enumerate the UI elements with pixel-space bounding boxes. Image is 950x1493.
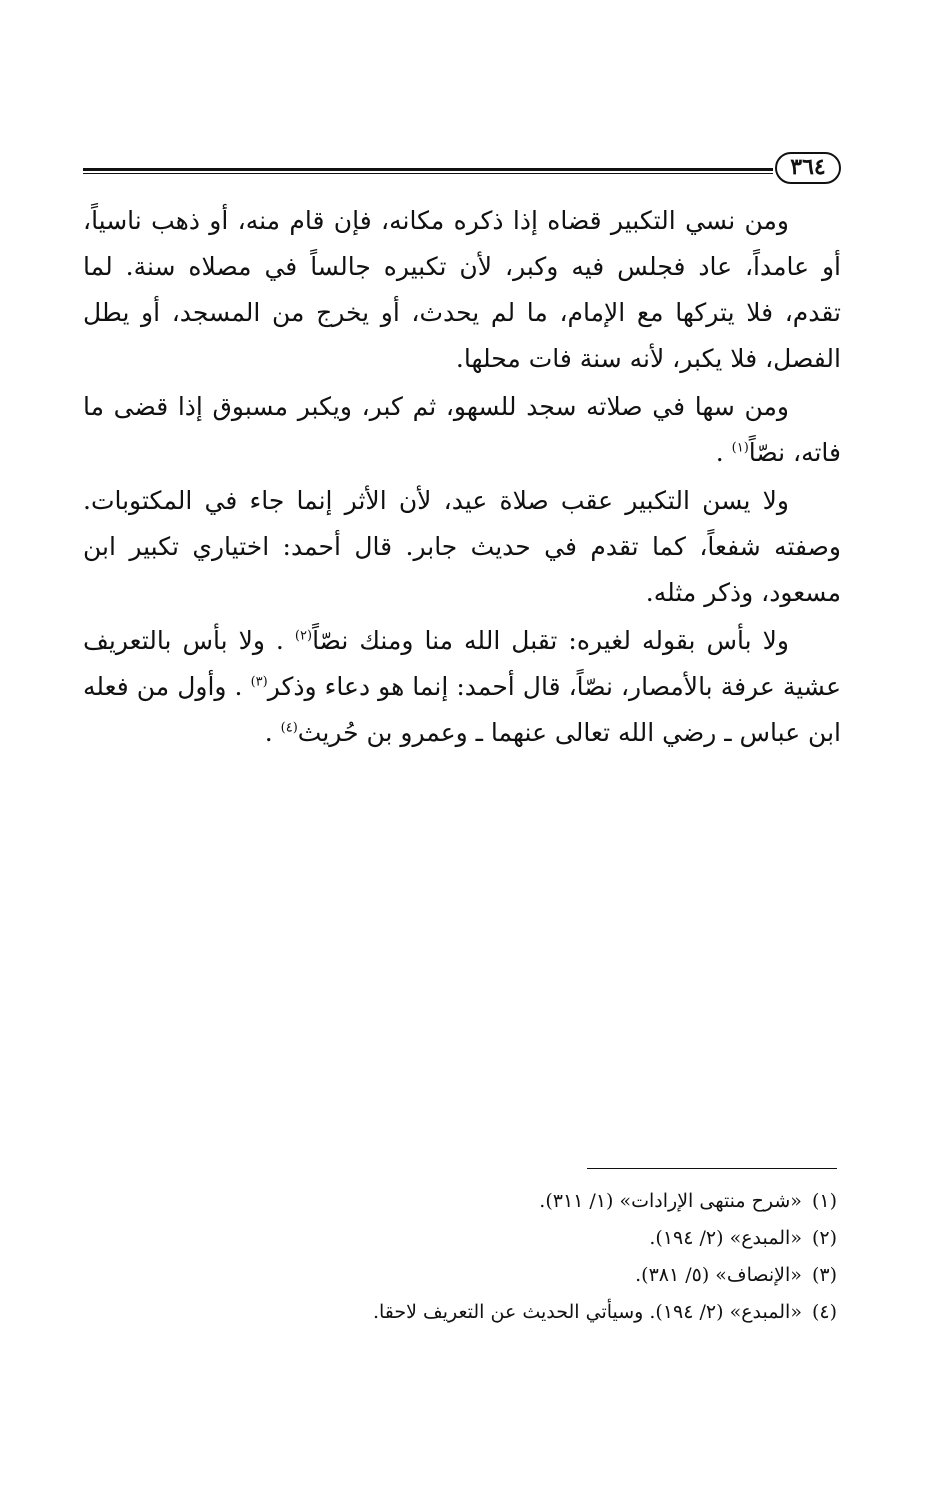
footnote-number: (١) [811, 1190, 837, 1212]
footnote-reference[interactable]: (٢) [294, 628, 313, 644]
footnote-item [117, 1220, 837, 1257]
footnote-item [117, 1183, 837, 1220]
footnote-number: (٢) [811, 1227, 837, 1249]
page-header [83, 148, 841, 188]
footnotes [117, 1183, 837, 1331]
paragraph-tail: . [264, 718, 281, 747]
footnote-text: «الإنصاف» (٥/ ٣٨١). [635, 1264, 802, 1286]
paragraph-text: ومن نسي التكبير قضاه إذا ذكره مكانه، فإن قام منه، أو ذهب ناسياً، أو عامداً، عاد فجلس فيه وكبر، لأن تكبيره جالساً في مصلاه سنة. لما تقدم، فلا يتركها مع الإمام، ما لم يحدث، أو يخرج من المسجد، أو يطل الفصل، فلا يكبر، لأنه سنة فات محلها. [83, 206, 841, 373]
paragraph-text: . ولا بأس بالتعريف عشية عرفة بالأمصار، نصّاً، قال أحمد: إنما هو دعاء وذكر [83, 626, 841, 701]
footnote-separator [587, 1168, 837, 1169]
paragraph-tail: . [715, 438, 732, 467]
paragraph [83, 478, 841, 616]
paragraph-text: ولا يسن التكبير عقب صلاة عيد، لأن الأثر إنما جاء في المكتوبات. وصفته شفعاً، كما تقدم في حديث جابر. قال أحمد: اختياري تكبير ابن مسعود، وذكر مثله. [83, 486, 841, 607]
footnote-reference[interactable]: (٤) [280, 720, 298, 736]
footnote-item [117, 1257, 837, 1294]
footnote-reference[interactable]: (٣) [250, 674, 268, 690]
footnote-number: (٣) [811, 1264, 837, 1286]
footnote-text: «المبدع» (٢/ ١٩٤). وسيأتي الحديث عن التعريف لاحقا. [372, 1301, 802, 1323]
footnote-reference[interactable]: (١) [731, 440, 749, 456]
paragraph-text: ومن سها في صلاته سجد للسهو، ثم كبر، ويكبر مسبوق إذا قضى ما فاته، نصّاً [83, 392, 841, 467]
paragraph-text: . وأول من فعله ابن عباس ـ رضي الله تعالى عنهما ـ وعمرو بن حُريث [83, 672, 841, 747]
header-rule [83, 168, 773, 174]
page-number-badge: ٣٦٤ [775, 152, 841, 184]
paragraph [83, 384, 841, 476]
main-text [83, 198, 841, 756]
footnote-text: «المبدع» (٢/ ١٩٤). [649, 1227, 802, 1249]
paragraph [83, 618, 841, 756]
paragraph-text: ولا بأس بقوله لغيره: تقبل الله منا ومنك نصّاً [312, 626, 789, 655]
footnote-number: (٤) [811, 1301, 837, 1323]
paragraph [83, 198, 841, 382]
footnote-item [117, 1294, 837, 1331]
footnote-text: «شرح منتهى الإرادات» (١/ ٣١١). [539, 1190, 802, 1212]
